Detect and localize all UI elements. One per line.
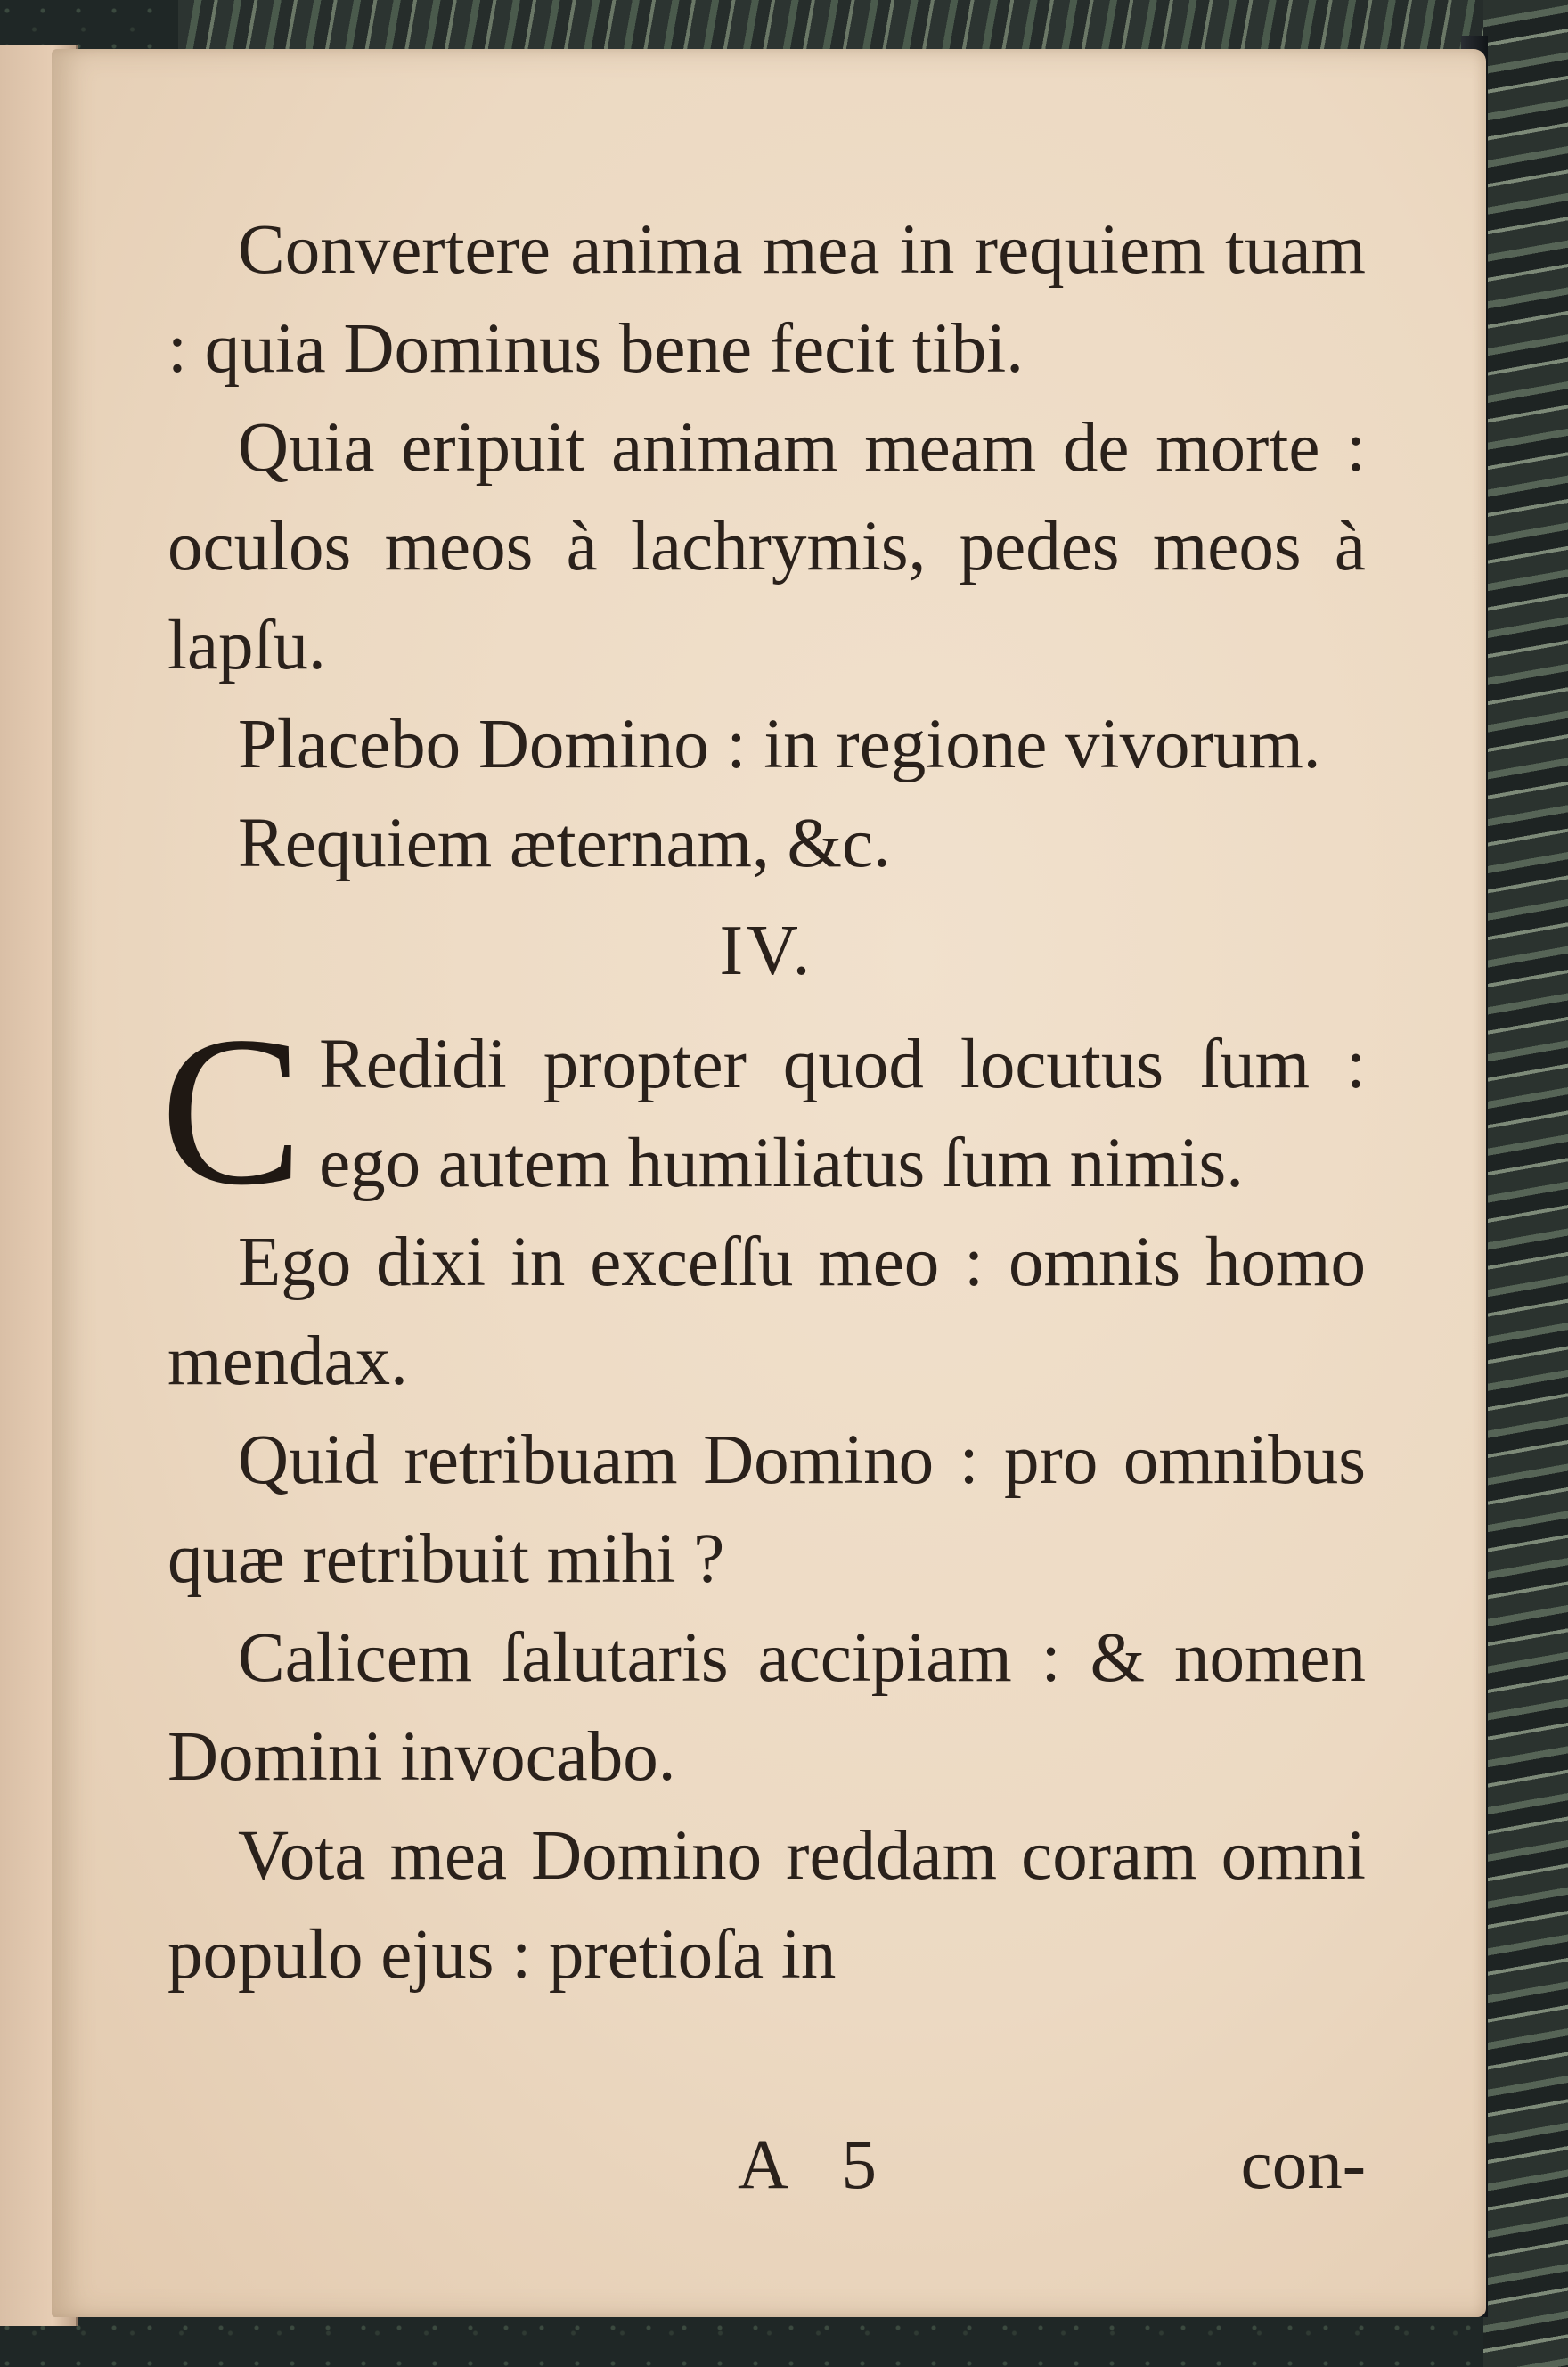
paragraph: Calicem ſalutaris accipiam : & nomen Domini invocabo. [167,1619,1366,1796]
paragraph: Convertere anima mea in requiem tuam : quia Dominus bene fecit tibi. [167,211,1366,388]
initial-paragraph [160,992,1366,1229]
signature-mark: A 5 [738,2126,896,2204]
drop-cap-initial: C [160,992,304,1229]
page-footer [167,2125,1366,2215]
paragraph: Quia eripuit animam meam de morte : oculos meos à lachrymis, pedes meos à lapſu. [167,409,1366,684]
initial-paragraph-text: Redidi propter quod locutus ſum : ego autem humiliatus ſum nimis. [319,1026,1366,1202]
marbled-board-right [1483,0,1568,2367]
paragraph: Requiem æternam, &c. [238,805,891,882]
paragraph: Quid retribuam Domino : pro omnibus quæ retribuit mihi ? [167,1421,1366,1598]
catchword: con- [1240,2126,1366,2204]
paragraph: Ego dixi in exceſſu meo : omnis homo mendax. [167,1224,1366,1400]
page-text [160,201,1366,2004]
paragraph: Vota mea Domino reddam coram omni populo ejus : pretioſa in [167,1817,1366,1994]
paragraph: Placebo Domino : in regione vivorum. [238,706,1321,783]
section-heading: IV. [719,912,814,990]
book-page [52,49,1486,2317]
